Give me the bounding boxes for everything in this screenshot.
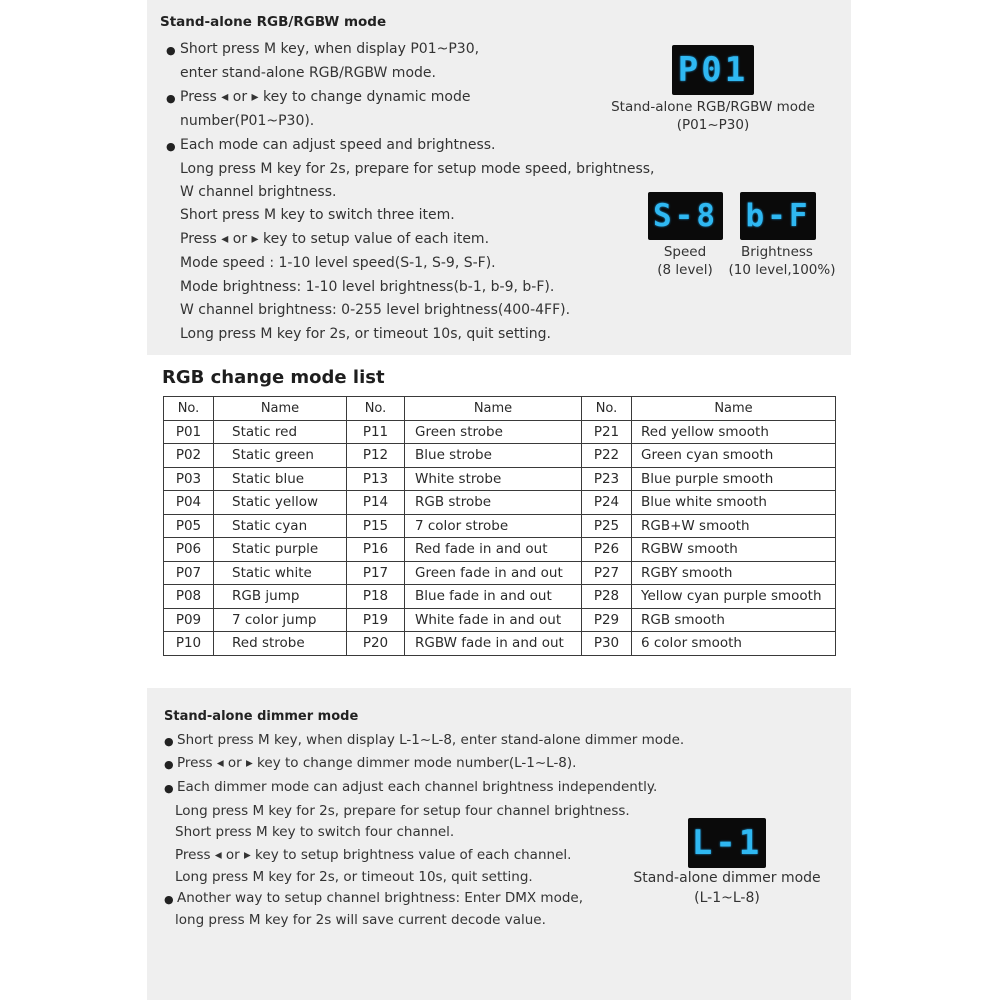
mode-number: P08 (164, 585, 214, 609)
mode-number: P28 (582, 585, 632, 609)
mode-name: Static cyan (214, 514, 347, 538)
dimmer-section-heading: Stand-alone dimmer mode (164, 709, 359, 724)
mode-name: 7 color jump (214, 608, 347, 632)
dimmer-display-caption: Stand-alone dimmer mode (633, 870, 821, 886)
bullet-icon: ● (164, 782, 174, 795)
mode-number: P01 (164, 420, 214, 444)
rgb-line: Mode speed : 1-10 level speed(S-1, S-9, S-F). (180, 255, 496, 271)
bullet-icon: ● (164, 735, 174, 748)
rgb-line: W channel brightness. (180, 184, 337, 200)
mode-number: P14 (347, 491, 405, 515)
table-row (164, 561, 836, 585)
mode-number: P09 (164, 608, 214, 632)
mode-number: P07 (164, 561, 214, 585)
mode-number: P29 (582, 608, 632, 632)
mode-name: Static blue (214, 467, 347, 491)
table-row (164, 608, 836, 632)
dimmer-line: Each dimmer mode can adjust each channel brightness independently. (177, 779, 658, 795)
mode-number: P04 (164, 491, 214, 515)
rgb-line: Short press M key, when display P01~P30, (180, 41, 480, 57)
rgb-line: Long press M key for 2s, or timeout 10s, quit setting. (180, 326, 551, 342)
rgb-line: Each mode can adjust speed and brightness. (180, 137, 496, 153)
dimmer-line: Press ◂ or ▸ key to setup brightness value of each channel. (175, 847, 572, 863)
mode-name: Blue purple smooth (632, 467, 836, 491)
mode-name: Yellow cyan purple smooth (632, 585, 836, 609)
rgb-line: Long press M key for 2s, prepare for setup mode speed, brightness, (180, 161, 655, 177)
table-row (164, 585, 836, 609)
dimmer-line: long press M key for 2s will save current decode value. (175, 912, 546, 928)
mode-number: P23 (582, 467, 632, 491)
dimmer-line: Another way to setup channel brightness: Enter DMX mode, (177, 890, 583, 906)
mode-number: P26 (582, 538, 632, 562)
dimmer-display-range: (L-1~L-8) (694, 890, 760, 906)
mode-number: P06 (164, 538, 214, 562)
table-row (164, 420, 836, 444)
mode-name: RGBW smooth (632, 538, 836, 562)
mode-name: Static white (214, 561, 347, 585)
mode-name: Static purple (214, 538, 347, 562)
mode-name: RGB strobe (405, 491, 582, 515)
table-row (164, 632, 836, 656)
col-header-no: No. (164, 397, 214, 421)
rgb-line: Press ◂ or ▸ key to change dynamic mode (180, 89, 471, 105)
mode-name: Static red (214, 420, 347, 444)
mode-number: P18 (347, 585, 405, 609)
mode-number: P30 (582, 632, 632, 656)
col-header-name: Name (632, 397, 836, 421)
mode-name: RGB+W smooth (632, 514, 836, 538)
mode-name: Blue strobe (405, 444, 582, 468)
mode-number: P12 (347, 444, 405, 468)
mode-name: White fade in and out (405, 608, 582, 632)
dimmer-line: Press ◂ or ▸ key to change dimmer mode number(L-1~L-8). (177, 755, 577, 771)
mode-name: RGBW fade in and out (405, 632, 582, 656)
rgb-section-heading: Stand-alone RGB/RGBW mode (160, 14, 387, 30)
dimmer-line: Long press M key for 2s, or timeout 10s, quit setting. (175, 869, 533, 885)
rgb-line: W channel brightness: 0-255 level brightness(400-4FF). (180, 302, 571, 318)
mode-number: P03 (164, 467, 214, 491)
table-header-row (164, 397, 836, 421)
bullet-icon: ● (164, 893, 174, 906)
mode-number: P19 (347, 608, 405, 632)
mode-table (163, 396, 836, 656)
rgb-line: Press ◂ or ▸ key to setup value of each item. (180, 231, 490, 247)
mode-number: P20 (347, 632, 405, 656)
bullet-icon: ● (164, 758, 174, 771)
mode-number: P10 (164, 632, 214, 656)
brightness-display: b-F (740, 192, 816, 240)
mode-name: Green strobe (405, 420, 582, 444)
mode-name: RGBY smooth (632, 561, 836, 585)
speed-caption: Speed (663, 244, 707, 260)
mode-number: P13 (347, 467, 405, 491)
mode-name: 7 color strobe (405, 514, 582, 538)
mode-name: Red fade in and out (405, 538, 582, 562)
col-header-name: Name (405, 397, 582, 421)
mode-name: Red strobe (214, 632, 347, 656)
bullet-icon: ● (166, 140, 176, 153)
mode-number: P22 (582, 444, 632, 468)
brightness-level: (10 level,100%) (728, 262, 836, 278)
speed-display: S-8 (648, 192, 723, 240)
table-row (164, 491, 836, 515)
bullet-icon: ● (166, 44, 176, 57)
mode-display: P01 (672, 45, 754, 95)
col-header-name: Name (214, 397, 347, 421)
mode-display-range: (P01~P30) (676, 117, 750, 133)
mode-name: Static yellow (214, 491, 347, 515)
mode-display-caption: Stand-alone RGB/RGBW mode (611, 99, 815, 115)
mode-name: 6 color smooth (632, 632, 836, 656)
dimmer-line: Short press M key, when display L-1~L-8, enter stand-alone dimmer mode. (177, 732, 685, 748)
bullet-icon: ● (166, 92, 176, 105)
mode-number: P16 (347, 538, 405, 562)
mode-name: Green fade in and out (405, 561, 582, 585)
speed-level: (8 level) (657, 262, 713, 278)
mode-name: RGB jump (214, 585, 347, 609)
col-header-no: No. (347, 397, 405, 421)
mode-name: Blue white smooth (632, 491, 836, 515)
rgb-line: enter stand-alone RGB/RGBW mode. (180, 65, 436, 81)
mode-number: P24 (582, 491, 632, 515)
mode-name: White strobe (405, 467, 582, 491)
mode-name: Blue fade in and out (405, 585, 582, 609)
mode-number: P15 (347, 514, 405, 538)
rgb-line: Mode brightness: 1-10 level brightness(b-1, b-9, b-F). (180, 279, 555, 295)
table-row (164, 467, 836, 491)
mode-number: P17 (347, 561, 405, 585)
mode-name: Green cyan smooth (632, 444, 836, 468)
mode-name: Static green (214, 444, 347, 468)
mode-number: P27 (582, 561, 632, 585)
mode-name: Red yellow smooth (632, 420, 836, 444)
dimmer-display: L-1 (688, 818, 766, 868)
rgb-line: number(P01~P30). (180, 113, 315, 129)
mode-number: P21 (582, 420, 632, 444)
dimmer-line: Short press M key to switch four channel. (175, 824, 455, 840)
mode-number: P02 (164, 444, 214, 468)
rgb-line: Short press M key to switch three item. (180, 207, 455, 223)
table-row (164, 538, 836, 562)
mode-number: P05 (164, 514, 214, 538)
table-row (164, 514, 836, 538)
table-row (164, 444, 836, 468)
dimmer-line: Long press M key for 2s, prepare for setup four channel brightness. (175, 803, 630, 819)
brightness-caption: Brightness (741, 244, 813, 260)
mode-number: P25 (582, 514, 632, 538)
mode-number: P11 (347, 420, 405, 444)
mode-name: RGB smooth (632, 608, 836, 632)
col-header-no: No. (582, 397, 632, 421)
table-title: RGB change mode list (162, 367, 385, 388)
